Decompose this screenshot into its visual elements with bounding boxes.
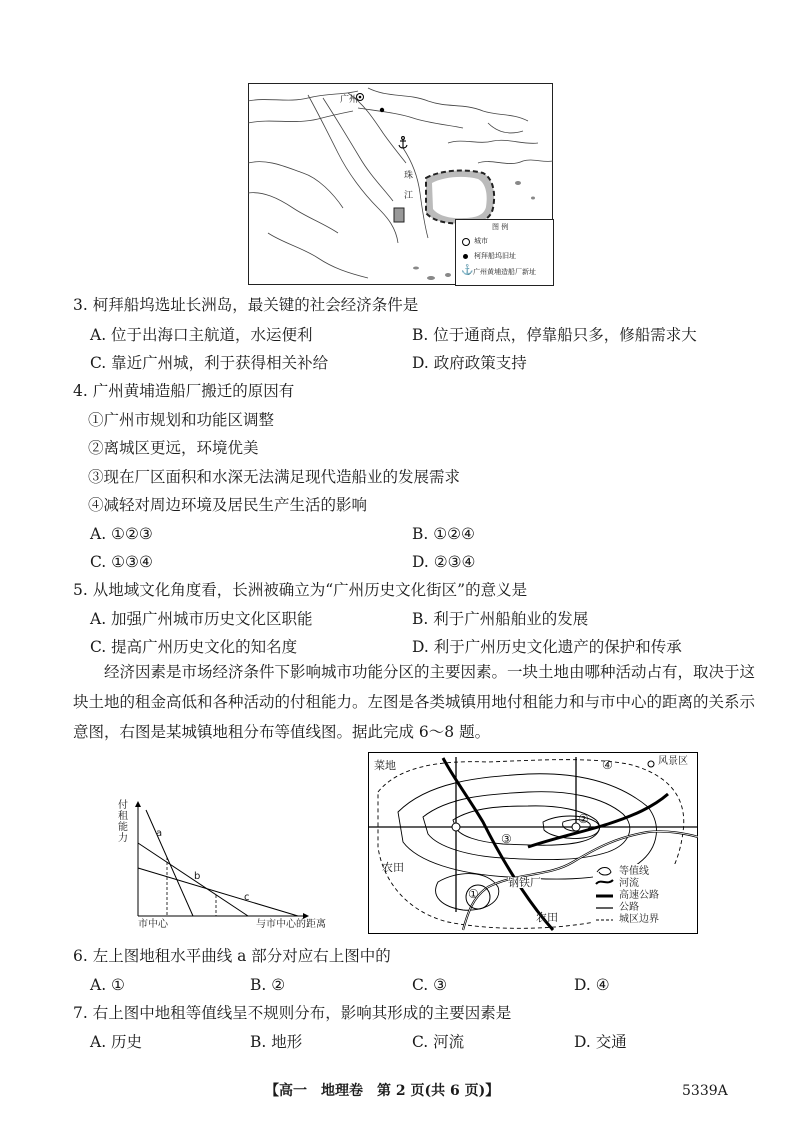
q5-option-b[interactable]: B. 利于广州船舶业的发展 bbox=[412, 610, 589, 628]
q7-option-c[interactable]: C. 河流 bbox=[412, 1033, 465, 1051]
q4-item-3: ③现在厂区面积和水深无法满足现代造船业的发展需求 bbox=[88, 468, 461, 486]
label-farmland-2: 农田 bbox=[536, 911, 558, 924]
q3-option-b[interactable]: B. 位于通商点，停靠船只多，修船需求大 bbox=[412, 326, 697, 344]
q6-option-d[interactable]: D. ④ bbox=[574, 976, 610, 994]
map2-legend bbox=[593, 864, 693, 930]
label-farmland-1: 农田 bbox=[382, 861, 404, 874]
q5-option-c[interactable]: C. 提高广州历史文化的知名度 bbox=[90, 638, 298, 656]
curve-label-c: c bbox=[244, 892, 250, 903]
legend-title: 图 例 bbox=[492, 223, 509, 231]
label-vegetable: 菜地 bbox=[374, 759, 396, 772]
reading-passage: 经济因素是市场经济条件下影响城市功能分区的主要因素。一块土地由哪种活动占有，取决于这块土地的租金高低和各种活动的付租能力。左图是各类城镇用地付租能力和与市中心的距离的关系示意图，右图是某城镇地租分布等值线图。据此完成 6～8 题。 bbox=[73, 663, 756, 741]
x-label-center: 市中心 bbox=[138, 919, 168, 930]
q5-option-d[interactable]: D. 利于广州历史文化遗产的保护和传承 bbox=[412, 638, 682, 656]
legend-shipyard: 广州黄埔造船厂新址 bbox=[473, 268, 536, 276]
q4-item-4: ④减轻对周边环境及居民生产生活的影响 bbox=[88, 496, 368, 514]
q7-option-b[interactable]: B. 地形 bbox=[250, 1033, 303, 1051]
legend-city: 城市 bbox=[474, 237, 488, 245]
x-label-distance: 与市中心的距离 bbox=[256, 919, 326, 930]
q4-option-c[interactable]: C. ①③④ bbox=[90, 553, 153, 571]
label-point-2: ② bbox=[578, 812, 589, 826]
river-char-1: 珠 bbox=[404, 171, 414, 181]
curve-label-a: a bbox=[156, 828, 163, 839]
paper-code: 5339A bbox=[682, 1083, 728, 1099]
q5-stem: 5. 从地域文化角度看，长洲被确立为“广州历史文化街区”的意义是 bbox=[73, 581, 528, 599]
q6-stem: 6. 左上图地租水平曲线 a 部分对应右上图中的 bbox=[73, 947, 391, 965]
q4-option-b[interactable]: B. ①②④ bbox=[412, 525, 475, 543]
q3-option-a[interactable]: A. 位于出海口主航道，水运便利 bbox=[90, 326, 313, 344]
curve-a bbox=[146, 810, 193, 916]
label-point-4: ④ bbox=[602, 758, 613, 772]
q7-stem: 7. 右上图中地租等值线呈不规则分布，影响其形成的主要因素是 bbox=[73, 1004, 512, 1022]
bid-rent-chart bbox=[118, 798, 368, 933]
q3-option-d[interactable]: D. 政府政策支持 bbox=[412, 354, 527, 372]
map1-legend bbox=[455, 219, 554, 286]
q4-stem: 4. 广州黄埔造船厂搬迁的原因有 bbox=[73, 382, 295, 400]
q6-option-c[interactable]: C. ③ bbox=[412, 976, 448, 994]
city-icon bbox=[462, 238, 470, 246]
map2-legend-symbols bbox=[593, 864, 617, 930]
q4-item-1: ①广州市规划和功能区调整 bbox=[88, 411, 275, 429]
rent-contour-map bbox=[368, 752, 698, 934]
dock-dot-icon bbox=[463, 254, 468, 259]
city-label-guangzhou: 广州 bbox=[340, 95, 359, 105]
label-point-3: ③ bbox=[501, 832, 512, 846]
q3-option-c[interactable]: C. 靠近广州城，利于获得相关补给 bbox=[90, 354, 329, 372]
q4-option-a[interactable]: A. ①②③ bbox=[90, 525, 153, 543]
legend-dock: 柯拜船坞旧址 bbox=[474, 252, 516, 260]
anchor-icon: ⚓ bbox=[461, 265, 474, 276]
legend-contour: 等值线 bbox=[619, 866, 649, 877]
river-icon bbox=[596, 880, 613, 884]
page-footer: 【高一 地理卷 第 2 页(共 6 页)】 bbox=[265, 1083, 500, 1099]
legend-highway: 高速公路 bbox=[619, 890, 659, 901]
legend-river: 河流 bbox=[619, 878, 639, 889]
q7-option-d[interactable]: D. 交通 bbox=[574, 1033, 627, 1051]
contour-icon bbox=[597, 868, 611, 876]
q7-option-a[interactable]: A. 历史 bbox=[90, 1033, 143, 1051]
label-scenic: 风景区 bbox=[658, 756, 688, 767]
legend-boundary: 城区边界 bbox=[619, 914, 659, 925]
q6-option-b[interactable]: B. ② bbox=[250, 976, 286, 994]
estuary-map bbox=[248, 83, 553, 285]
q4-option-d[interactable]: D. ②③④ bbox=[412, 553, 476, 571]
label-steel: 钢铁厂 bbox=[508, 876, 541, 889]
river-char-2: 江 bbox=[404, 191, 414, 201]
q6-option-a[interactable]: A. ① bbox=[90, 976, 125, 994]
q4-item-2: ②离城区更远，环境优美 bbox=[88, 439, 259, 457]
q5-option-a[interactable]: A. 加强广州城市历史文化区职能 bbox=[90, 610, 313, 628]
bid-rent-chart-drawing bbox=[118, 798, 368, 933]
label-point-1: ① bbox=[468, 887, 479, 901]
y-axis-label: 付 租 能 力 bbox=[118, 800, 128, 844]
q3-stem: 3. 柯拜船坞选址长洲岛，最关键的社会经济条件是 bbox=[73, 296, 419, 314]
curve-label-b: b bbox=[194, 871, 201, 882]
legend-road: 公路 bbox=[619, 902, 639, 913]
curve-c bbox=[138, 868, 298, 916]
curve-b bbox=[138, 843, 248, 916]
